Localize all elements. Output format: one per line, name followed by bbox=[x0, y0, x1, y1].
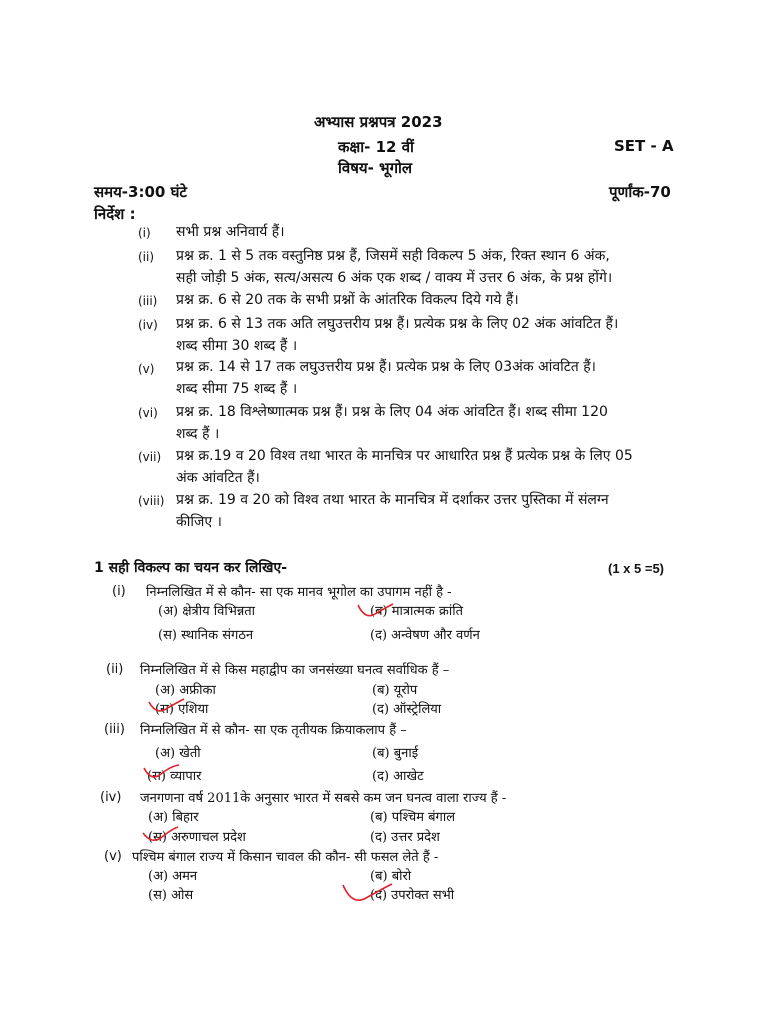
instruction-line: प्रश्न क्र. 19 व 20 को विश्व तथा भारत के मानचित्र में दर्शाकर उत्तर पुस्तिका में संलग्न bbox=[176, 492, 609, 508]
option-c: (स) एशिया bbox=[155, 702, 209, 717]
time-label: समय-3:00 घंटे bbox=[94, 183, 187, 201]
question-number: (iii) bbox=[104, 722, 125, 737]
option-d: (द) आखेट bbox=[372, 769, 424, 784]
instruction-line: प्रश्न क्र. 6 से 20 तक के सभी प्रश्नों के आंतरिक विकल्प दिये गये हैं। bbox=[176, 292, 519, 308]
option-b: (ब) बोरो bbox=[370, 869, 412, 884]
instruction-line: प्रश्न क्र. 1 से 5 तक वस्तुनिष्ठ प्रश्न हैं, जिसमें सही विकल्प 5 अंक, रिक्त स्थान 6 अंक, bbox=[176, 248, 610, 264]
subject-label: विषय- भूगोल bbox=[338, 159, 413, 177]
instruction-line: सभी प्रश्न अनिवार्य हैं। bbox=[176, 224, 285, 240]
instruction-line: सही जोड़ी 5 अंक, सत्य/असत्य 6 अंक एक शब्द / वाक्य में उत्तर 6 अंक, के प्रश्न होंगे। bbox=[176, 270, 613, 286]
option-a: (अ) खेती bbox=[155, 746, 201, 761]
question-text: पश्चिम बंगाल राज्य में किसान चावल की कौन- सी फसल लेते हैं - bbox=[132, 850, 439, 865]
instruction-number: (vi) bbox=[138, 406, 158, 420]
instruction-number: (i) bbox=[138, 226, 151, 240]
option-c: (स) अरुणाचल प्रदेश bbox=[148, 830, 246, 845]
instruction-line: शब्द सीमा 30 शब्द हैं । bbox=[176, 338, 298, 354]
instructions-heading: निर्देश : bbox=[94, 205, 136, 223]
option-c: (स) स्थानिक संगठन bbox=[158, 628, 254, 643]
instruction-line: प्रश्न क्र. 14 से 17 तक लघुउत्तरीय प्रश्न हैं। प्रत्येक प्रश्न के लिए 03अंक आंवटित हैं। bbox=[176, 359, 596, 375]
instruction-number: (v) bbox=[138, 362, 155, 376]
option-a: (अ) बिहार bbox=[148, 810, 199, 825]
set-label: SET - A bbox=[614, 137, 674, 155]
question-text: जनगणना वर्ष 2011के अनुसार भारत में सबसे कम जन घनत्व वाला राज्य हैं - bbox=[140, 791, 507, 806]
option-d: (द) ऑस्ट्रेलिया bbox=[372, 702, 442, 717]
instruction-line: अंक आंवटित हैं। bbox=[176, 470, 260, 486]
max-marks-label: पूर्णांक-70 bbox=[609, 183, 671, 201]
option-a: (अ) क्षेत्रीय विभिन्नता bbox=[158, 604, 256, 619]
instruction-number: (iv) bbox=[138, 318, 158, 332]
option-b: (ब) बुनाई bbox=[372, 746, 419, 761]
option-a: (अ) अफ्रीका bbox=[155, 683, 216, 698]
option-b: (ब) मात्रात्मक क्रांति bbox=[370, 604, 464, 619]
question-text: निम्नलिखित में से कौन- सा एक तृतीयक क्रियाकलाप हैं – bbox=[140, 723, 407, 738]
instruction-number: (iii) bbox=[138, 294, 158, 308]
option-d: (द) उपरोक्त सभी bbox=[370, 888, 455, 903]
question-text: निम्नलिखित में से कौन- सा एक मानव भूगोल का उपागम नहीं है - bbox=[146, 585, 452, 600]
paper-title: अभ्यास प्रश्नपत्र 2023 bbox=[314, 113, 443, 131]
question-text: निम्नलिखित में से किस महाद्वीप का जनसंख्या घनत्व सर्वाधिक हैं – bbox=[140, 663, 450, 678]
question-number: (i) bbox=[112, 584, 126, 599]
option-d: (द) उत्तर प्रदेश bbox=[370, 830, 440, 845]
question-number: (ii) bbox=[106, 662, 124, 677]
option-a: (अ) अमन bbox=[148, 869, 198, 884]
option-b: (ब) पश्चिम बंगाल bbox=[370, 810, 456, 825]
instruction-line: शब्द सीमा 75 शब्द हैं । bbox=[176, 381, 298, 397]
option-d: (द) अन्वेषण और वर्णन bbox=[370, 628, 480, 643]
instruction-line: कीजिए । bbox=[176, 514, 222, 530]
option-c: (स) व्यापार bbox=[147, 769, 202, 784]
question-number: (v) bbox=[104, 849, 122, 864]
instruction-number: (ii) bbox=[138, 250, 155, 264]
instruction-number: (viii) bbox=[138, 494, 165, 508]
question-number: (iv) bbox=[100, 790, 122, 805]
instruction-line: प्रश्न क्र.19 व 20 विश्व तथा भारत के मानचित्र पर आधारित प्रश्न हैं प्रत्येक प्रश्न के लिए 05 bbox=[176, 448, 633, 464]
instruction-line: प्रश्न क्र. 6 से 13 तक अति लघुउत्तरीय प्रश्न हैं। प्रत्येक प्रश्न के लिए 02 अंक आंवटित हैं। bbox=[176, 316, 619, 332]
option-c: (स) ओस bbox=[148, 888, 194, 903]
class-label: कक्षा- 12 वीं bbox=[338, 138, 414, 156]
instruction-number: (vii) bbox=[138, 450, 162, 464]
instruction-line: शब्द हैं । bbox=[176, 426, 220, 442]
instruction-line: प्रश्न क्र. 18 विश्लेष्णात्मक प्रश्न हैं। प्रश्न के लिए 04 अंक आंवटित हैं। शब्द सीमा 120 bbox=[176, 404, 608, 420]
section-heading: 1 सही विकल्प का चयन कर लिखिए- bbox=[94, 560, 288, 576]
option-b: (ब) यूरोप bbox=[372, 683, 418, 698]
section-marks: (1 x 5 =5) bbox=[608, 561, 665, 576]
